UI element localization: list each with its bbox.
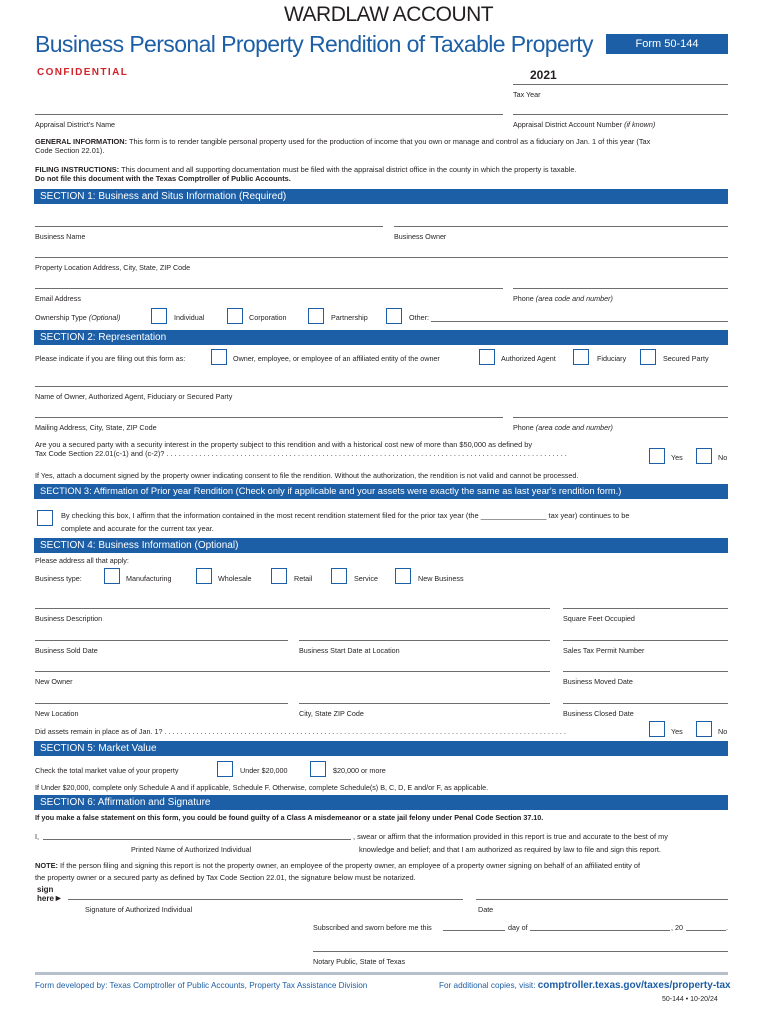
owner-option-label: Owner, employee, or employee of an affiliated entity of the owner [233,354,440,363]
business-name-field[interactable] [35,226,383,227]
assets-remain-question: Did assets remain in place as of Jan. 1? . . . . . . . . . . . . . . . . . . . . . . . . . . . . . . . . . . . . . . . . . . . . . . . . . . . . . . . . . . . . . . . . . . . . . . . . . . . . . . . . . . . . . . . . . . . . . . . . . . . . . [35,727,566,736]
wholesale-checkbox[interactable] [196,568,212,584]
assets-yes-label: Yes [671,727,683,736]
prior-year-affirmation-text: By checking this box, I affirm that the information contained in the most recent rendition statement filed for the prior tax year (the ________________ tax year) continues to be complete and accurate for the current tax year. [61,511,630,533]
over-20000-label: $20,000 or more [333,766,386,775]
secured-yes-checkbox[interactable] [649,448,665,464]
business-start-date-field[interactable] [299,640,550,641]
business-closed-date-field[interactable] [563,703,728,704]
date-field[interactable] [476,899,728,900]
square-feet-field[interactable] [563,608,728,609]
developed-by: Form developed by: Texas Comptroller of Public Accounts, Property Tax Assistance Division [35,981,368,990]
business-owner-label: Business Owner [394,232,447,241]
business-moved-date-field[interactable] [563,671,728,672]
new-location-label: New Location [35,709,79,718]
other-label: Other: [409,313,429,322]
fiduciary-checkbox[interactable] [573,349,589,365]
tax-year-value[interactable]: 2021 [530,68,557,82]
section-1-header: SECTION 1: Business and Situs Information (Required) [34,189,728,204]
city-state-zip-label: City, State ZIP Code [299,709,364,718]
arrow-right-icon: ► [53,893,63,903]
form-number-badge: Form 50-144 [606,34,728,54]
year-prefix-label: , 20 [671,923,683,932]
business-description-label: Business Description [35,614,103,623]
prior-tax-year-blank[interactable]: ________________ [480,511,547,520]
filing-as-label: Please indicate if you are filing out this form as: [35,354,186,363]
confidential-label: CONFIDENTIAL [37,67,129,78]
signature-field[interactable] [68,899,463,900]
appraisal-district-name-field[interactable] [35,114,503,115]
property-location-field[interactable] [35,257,728,258]
business-name-label: Business Name [35,232,86,241]
over-20000-checkbox[interactable] [310,761,326,777]
secured-party-question: Are you a secured party with a security interest in the property subject to this rendition and with a historical cost new of more than $50,000 as defined by Tax Code Section 22.01(c-1) and (c-2)? . . . . . . . . . . . . . . . . . . . . . . . . . . . . . . . . . . . . . . . . . . . . . . . . . . . . . . . . . . . . . . . . . . . . . . . . . . . . . . . . . . . . . . . . . . . . . . . . . . [35,440,567,458]
corporation-checkbox[interactable] [227,308,243,324]
new-owner-label: New Owner [35,677,73,686]
account-stamp: WARDLAW ACCOUNT [284,3,494,26]
section-2-header: SECTION 2: Representation [34,330,728,345]
business-description-field[interactable] [35,608,550,609]
individual-checkbox[interactable] [151,308,167,324]
day-of-label: day of [508,923,528,932]
address-all-label: Please address all that apply: [35,556,129,565]
section-4-header: SECTION 4: Business Information (Optional) [34,538,728,553]
section-5-header: SECTION 5: Market Value [34,741,728,756]
phone-label: Phone (area code and number) [513,294,613,303]
representative-name-field[interactable] [35,386,728,387]
business-type-label: Business type: [35,574,82,583]
service-label: Service [354,574,378,583]
swear-statement: , swear or affirm that the information provided in this report is true and accurate to the best of my knowledge and belief; and that I am authorized as required by law to file and sign this report. [353,832,668,854]
city-state-zip-field[interactable] [299,703,550,704]
under-20000-checkbox[interactable] [217,761,233,777]
wholesale-label: Wholesale [218,574,252,583]
subscribed-label: Subscribed and sworn before me this [313,923,432,932]
printed-name-field[interactable] [43,839,351,840]
period-mark: . [726,923,728,932]
secured-no-checkbox[interactable] [696,448,712,464]
other-checkbox[interactable] [386,308,402,324]
form-id: 50-144 • 10-20/24 [662,996,718,1003]
representative-name-label: Name of Owner, Authorized Agent, Fiduciary or Secured Party [35,392,233,401]
individual-label: Individual [174,313,205,322]
form-title: Business Personal Property Rendition of Taxable Property [35,31,593,57]
business-moved-date-label: Business Moved Date [563,677,633,686]
subscribed-day-field[interactable] [443,930,505,931]
notary-note: NOTE: If the person filing and signing this report is not the property owner, an employee of the property owner, an employee of a property owner signing on behalf of an affiliated entity of the property owner or a secured party as defined by Tax Code Section 22.01, the signature below must be notarized. [35,861,641,882]
prior-year-affirmation-checkbox[interactable] [37,510,53,526]
other-field[interactable] [431,321,728,322]
corporation-label: Corporation [249,313,287,322]
market-value-question: Check the total market value of your property [35,766,179,775]
section-6-header: SECTION 6: Affirmation and Signature [34,795,728,810]
subscribed-year-field[interactable] [686,930,726,931]
signature-label: Signature of Authorized Individual [85,905,193,914]
section-3-header: SECTION 3: Affirmation of Prior year Rendition (Check only if applicable and your assets were exactly the same as last year's rendition form.) [34,484,728,499]
representative-phone-field[interactable] [513,417,728,418]
new-owner-field[interactable] [35,671,550,672]
filing-instructions: FILING INSTRUCTIONS: This document and all supporting documentation must be filed with the appraisal district office in the county in which the property is taxable. Do not file this document with the Texas Comptroller of Public Accounts. [35,165,577,183]
owner-checkbox[interactable] [211,349,227,365]
retail-checkbox[interactable] [271,568,287,584]
email-field[interactable] [35,288,503,289]
square-feet-label: Square Feet Occupied [563,614,635,623]
market-value-note: If Under $20,000, complete only Schedule A and if applicable, Schedule F. Otherwise, complete Schedule(s) B, C, D, E and/or F, as applicable. [35,783,489,792]
sales-tax-permit-field[interactable] [563,640,728,641]
new-business-label: New Business [418,574,464,583]
business-owner-field[interactable] [394,226,728,227]
new-location-field[interactable] [35,703,288,704]
appraisal-district-name-label: Appraisal District's Name [35,120,116,129]
consent-note: If Yes, attach a document signed by the property owner indicating consent to file the rendition. Without the authorization, the rendition is not valid and cannot be processed. [35,471,579,480]
new-business-checkbox[interactable] [395,568,411,584]
sign-here-marker: sign here► [37,885,63,903]
secured-party-checkbox[interactable] [640,349,656,365]
i-prefix: I, [35,832,39,841]
additional-copies: For additional copies, visit: comptroller.texas.gov/taxes/property-tax [439,980,731,991]
secured-yes-label: Yes [671,453,683,462]
retail-label: Retail [294,574,313,583]
secured-no-label: No [718,453,728,462]
manufacturing-checkbox[interactable] [104,568,120,584]
account-number-field[interactable] [513,114,728,115]
subscribed-month-field[interactable] [530,930,670,931]
representative-phone-label: Phone (area code and number) [513,423,613,432]
business-sold-date-field[interactable] [35,640,288,641]
authorized-agent-checkbox[interactable] [479,349,495,365]
printed-name-label: Printed Name of Authorized Individual [131,845,252,854]
mailing-address-field[interactable] [35,417,503,418]
assets-no-label: No [718,727,728,736]
authorized-agent-label: Authorized Agent [501,354,556,363]
date-label: Date [478,905,494,914]
email-label: Email Address [35,294,81,303]
account-number-label: Appraisal District Account Number (if known) [513,120,656,129]
fiduciary-label: Fiduciary [597,354,627,363]
business-closed-date-label: Business Closed Date [563,709,634,718]
secured-party-label: Secured Party [663,354,709,363]
false-statement-warning: If you make a false statement on this form, you could be found guilty of a Class A misdemeanor or a state jail felony under Penal Code Section 37.10. [35,813,544,822]
footer-rule [35,972,728,975]
partnership-checkbox[interactable] [308,308,324,324]
property-location-label: Property Location Address, City, State, ZIP Code [35,263,191,272]
sales-tax-permit-label: Sales Tax Permit Number [563,646,645,655]
phone-field[interactable] [513,288,728,289]
ownership-type-label: Ownership Type (Optional) [35,313,121,322]
notary-signature-field[interactable] [313,951,728,952]
mailing-address-label: Mailing Address, City, State, ZIP Code [35,423,157,432]
assets-yes-checkbox[interactable] [649,721,665,737]
tax-year-label: Tax Year [513,90,541,99]
service-checkbox[interactable] [331,568,347,584]
business-sold-date-label: Business Sold Date [35,646,98,655]
business-start-date-label: Business Start Date at Location [299,646,400,655]
comptroller-link[interactable]: comptroller.texas.gov/taxes/property-tax [537,980,731,991]
assets-no-checkbox[interactable] [696,721,712,737]
manufacturing-label: Manufacturing [126,574,172,583]
general-information: GENERAL INFORMATION: This form is to render tangible personal property used for the production of income that you own or manage and control as a fiduciary on Jan. 1 of this year (Tax Code Section 22.01). [35,137,651,155]
tax-year-line [513,84,728,85]
notary-label: Notary Public, State of Texas [313,957,406,966]
partnership-label: Partnership [331,313,368,322]
under-20000-label: Under $20,000 [240,766,288,775]
